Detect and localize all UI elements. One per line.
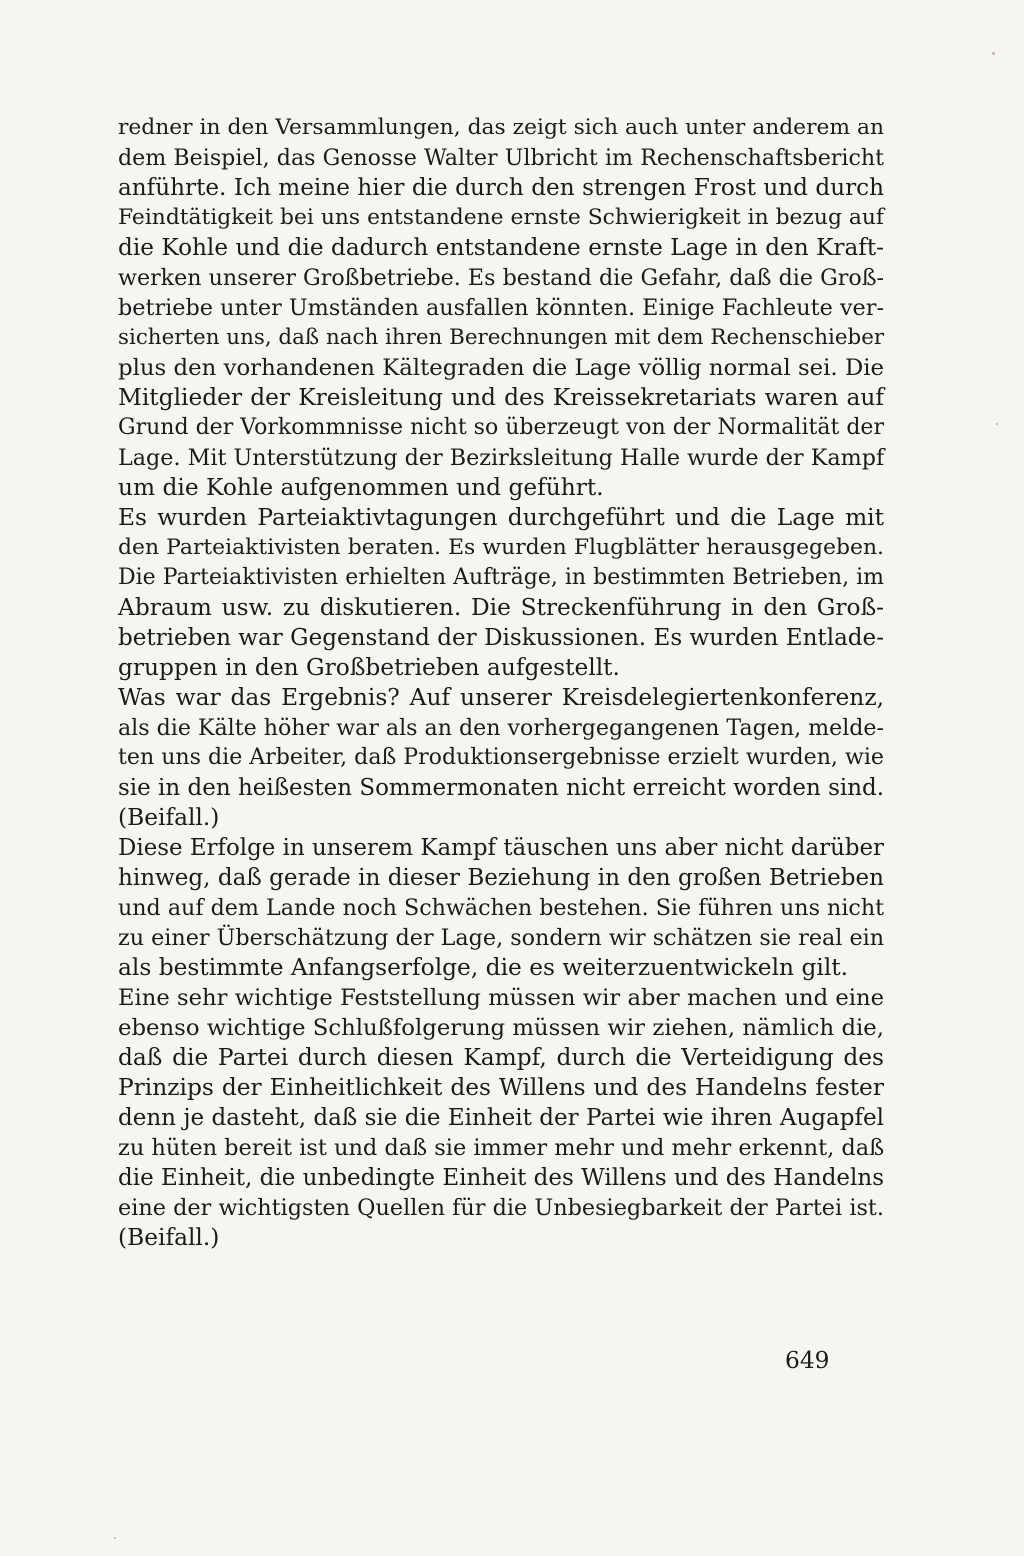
paragraph [118,113,884,503]
text-line: gruppen in den Großbetrieben aufgestellt. [118,654,620,681]
text-line: Abraum usw. zu diskutieren. Die Streckenführung in den Groß- [118,594,884,621]
paragraph [118,983,884,1253]
text-line: betriebe unter Umständen ausfallen könnten. Einige Fachleute ver- [118,295,884,321]
paragraph [118,503,884,683]
text-line: den Parteiaktivisten beraten. Es wurden Flugblätter herausgegeben. [118,535,884,560]
text-line: (Beifall.) [118,804,220,831]
text-line: und auf dem Lande noch Schwächen bestehen. Sie führen uns nicht [118,895,884,921]
text-line: (Beifall.) [118,1224,220,1251]
text-line: als bestimmte Anfangserfolge, die es weiterzuentwickeln gilt. [118,954,849,981]
text-line: Prinzips der Einheitlichkeit des Willens und des Handelns fester [118,1074,884,1101]
text-line: Was war das Ergebnis? Auf unserer Kreisdelegiertenkonferenz, [118,684,884,711]
text-line: Eine sehr wichtige Feststellung müssen wir aber machen und eine [118,985,884,1011]
text-line: redner in den Versammlungen, das zeigt sich auch unter anderem an [118,115,884,140]
document-body [118,113,884,1253]
text-line: anführte. Ich meine hier die durch den strengen Frost und durch [118,175,884,201]
page-number: 649 [785,1347,830,1374]
text-line: betrieben war Gegenstand der Diskussionen. Es wurden Entlade- [118,625,884,651]
text-line: Grund der Vorkommnisse nicht so überzeugt von der Normalität der [118,415,884,440]
text-line: sicherten uns, daß nach ihren Berechnungen mit dem Rechenschieber [118,325,885,350]
text-line: sie in den heißesten Sommermonaten nicht erreicht worden sind. [118,775,884,801]
text-line: Lage. Mit Unterstützung der Bezirksleitung Halle wurde der Kampf [118,445,885,471]
text-line: als die Kälte höher war als an den vorhergegangenen Tagen, melde- [118,715,884,741]
text-line: Es wurden Parteiaktivtagungen durchgeführt und die Lage mit [118,504,884,531]
paragraph [118,683,884,833]
text-line: eine der wichtigsten Quellen für die Unbesiegbarkeit der Partei ist. [118,1195,884,1221]
text-line: die Einheit, die unbedingte Einheit des Willens und des Handelns [118,1165,884,1191]
text-line: die Kohle und die dadurch entstandene ernste Lage in den Kraft- [118,234,884,261]
text-line: ten uns die Arbeiter, daß Produktionsergebnisse erzielt wurden, wie [118,745,884,770]
text-line: daß die Partei durch diesen Kampf, durch die Verteidigung des [118,1044,884,1071]
text-line: zu hüten bereit ist und daß sie immer mehr und mehr erkennt, daß [118,1135,885,1161]
paper-speck [996,423,998,425]
text-line: denn je dasteht, daß sie die Einheit der Partei wie ihren Augapfel [118,1105,884,1131]
text-line: dem Beispiel, das Genosse Walter Ulbricht im Rechenschaftsbericht [118,145,884,171]
text-line: ebenso wichtige Schlußfolgerung müssen wir ziehen, nämlich die, [118,1015,884,1041]
text-line: zu einer Überschätzung der Lage, sondern wir schätzen sie real ein [118,925,885,951]
paragraph [118,833,884,983]
text-line: werken unserer Großbetriebe. Es bestand die Gefahr, daß die Groß- [118,265,884,291]
text-line: Diese Erfolge in unserem Kampf täuschen uns aber nicht darüber [118,835,884,861]
text-line: Die Parteiaktivisten erhielten Aufträge, in bestimmten Betrieben, im [118,565,884,590]
text-line: plus den vorhandenen Kältegraden die Lage völlig normal sei. Die [118,355,884,381]
text-line: um die Kohle aufgenommen und geführt. [118,474,604,501]
paper-speck [114,1537,116,1539]
paper-speck [992,52,995,55]
text-line: hinweg, daß gerade in dieser Beziehung in den großen Betrieben [118,865,884,891]
text-line: Mitglieder der Kreisleitung und des Kreissekretariats waren auf [118,384,884,411]
text-line: Feindtätigkeit bei uns entstandene ernste Schwierigkeit in bezug auf [118,205,884,230]
